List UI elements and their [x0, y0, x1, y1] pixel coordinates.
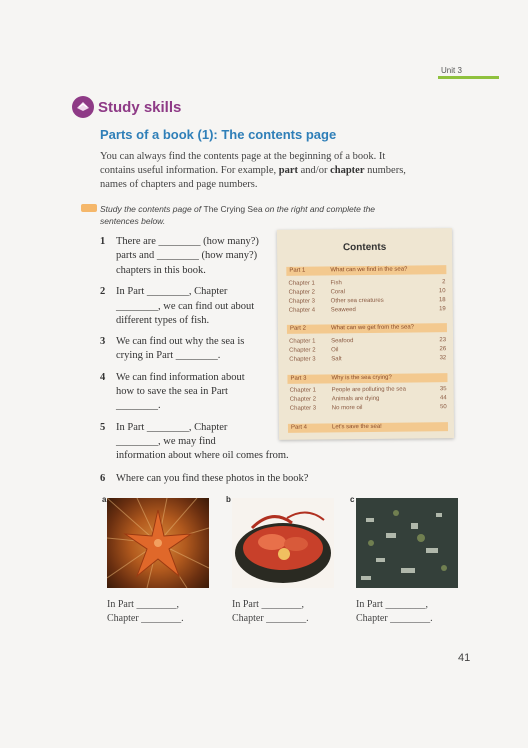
- photo-a-chapter-blank: Chapter ________.: [107, 613, 184, 624]
- photo-label-a: a: [102, 495, 107, 504]
- instruction-text: Study the contents page of The Crying Sea on the right and complete the sentences below.: [100, 204, 376, 226]
- lesson-title: Parts of a book (1): The contents page: [100, 127, 337, 142]
- part-2-header: Part 2 What can we get from the sea?: [287, 323, 447, 334]
- photo-b-part-blank: In Part ________,: [232, 599, 304, 610]
- photo-c-chapter-blank: Chapter ________.: [356, 613, 433, 624]
- study-skills-icon: [72, 96, 94, 118]
- part-4-header: Part 4 Let's save the sea!: [288, 422, 448, 433]
- contents-row: Chapter 3 Other sea creatures 18: [288, 297, 446, 305]
- contents-row: Chapter 2 Animals are dying 44: [289, 395, 447, 403]
- photo-c-part-blank: In Part ________,: [356, 599, 428, 610]
- unit-label: Unit 3: [441, 66, 462, 75]
- contents-row: Chapter 3 Salt 32: [289, 355, 447, 363]
- contents-row: Chapter 2 Oil 26: [289, 346, 447, 354]
- intro-paragraph: [100, 150, 440, 192]
- page-number: 41: [458, 652, 471, 664]
- photo-a-part-blank: In Part ________,: [107, 599, 179, 610]
- photo-label-b: b: [226, 495, 231, 504]
- unit-bar: [438, 76, 499, 79]
- contents-row: Chapter 4 Seaweed 19: [288, 306, 446, 314]
- contents-title: Contents: [342, 241, 387, 254]
- part-1-header: Part 1 What can we find in the sea?: [286, 265, 446, 276]
- part-3-header: Part 3 Why is the sea crying?: [287, 373, 447, 384]
- instruction-marker: [81, 204, 97, 212]
- contents-row: Chapter 2 Coral 10: [288, 288, 446, 296]
- contents-card: [277, 228, 454, 440]
- photo-b-chapter-blank: Chapter ________.: [232, 613, 309, 624]
- contents-row: Chapter 1 Seafood 23: [289, 337, 447, 345]
- contents-row: Chapter 1 People are polluting the sea 35: [289, 386, 447, 394]
- intro-line: names of chapters and page numbers.: [100, 179, 258, 190]
- contents-row: Chapter 1 Fish 2: [288, 279, 446, 287]
- intro-line: You can always find the contents page at the beginning of a book. It: [100, 151, 386, 162]
- starfish-photo: [107, 498, 209, 588]
- seafood-photo: [232, 498, 334, 588]
- photo-label-c: c: [350, 495, 355, 504]
- contents-row: Chapter 3 No more oil 50: [289, 404, 447, 412]
- section-title: Study skills: [98, 99, 182, 116]
- polluted-sea-photo: [356, 498, 458, 588]
- intro-line: contains useful information. For example, part and/or chapter numbers,: [100, 165, 406, 176]
